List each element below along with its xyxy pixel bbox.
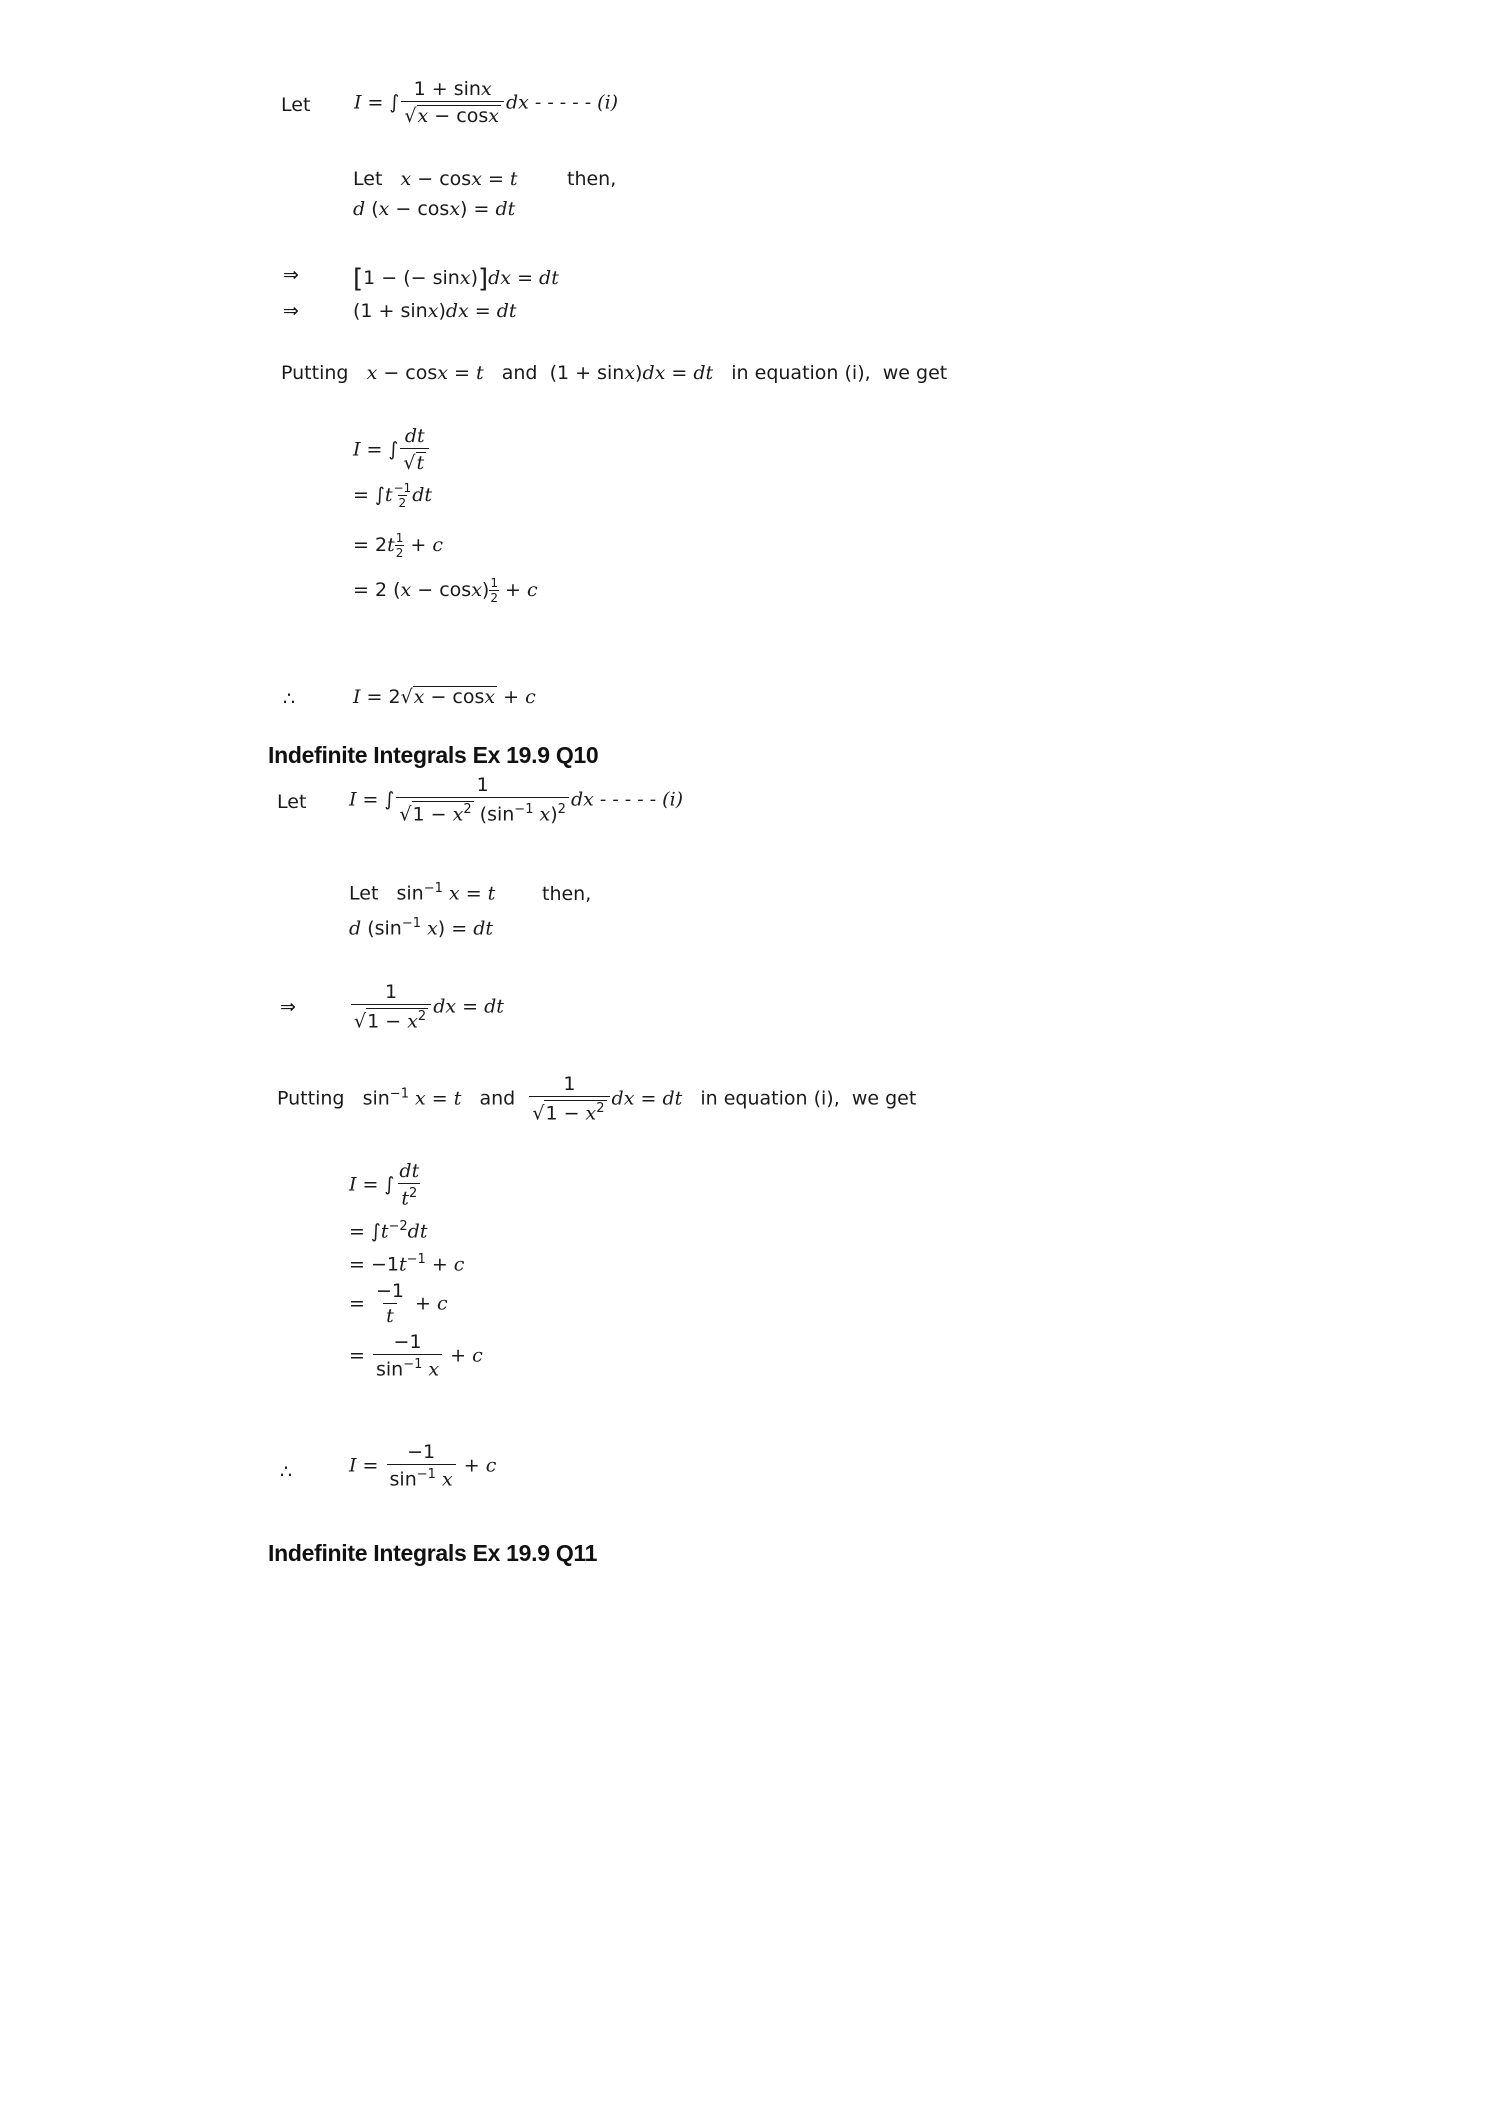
q10-final-answer: I = $\frac{-1}{\sin^{-1} x}$ + c [349, 1441, 497, 1491]
q10-then: then, [542, 883, 592, 905]
q9-therefore: ∴ [283, 688, 296, 710]
q10-step-derivative: $\frac{1}{√1 - x^2}$ dx = dt [349, 983, 504, 1031]
q9-then: then, [567, 168, 617, 190]
q10-solution-line-5: = $\frac{-1}{\sin^{-1} x}$ + c [349, 1331, 483, 1381]
q10-eq-i-tail: dx - - - - - (i) [570, 788, 684, 811]
q9-implies-2: ⇒ [283, 300, 299, 322]
q10-putting-line: Putting $\sin^{-1} x = t$ and $\frac{1}{√1 - x^2}$ dx = dt in equation (i), we get [277, 1073, 917, 1125]
q10-heading: Indefinite Integrals Ex 19.9 Q10 [268, 742, 599, 768]
q10-solution-line-3: = $-1t^{-1} + c$ [349, 1252, 465, 1276]
q9-implies-1: ⇒ [283, 264, 299, 286]
q9-eq-i-tail: dx - - - - - (i) [505, 91, 619, 114]
q9-putting-line: Putting x − cosx = t and (1 + sinx)dx = dt in equation (i), we get [281, 362, 948, 384]
q10-substitution: Let $\sin^{-1} x = t$ [349, 881, 496, 905]
q10-differential: d ($\sin^{-1}$ x) = dt [349, 916, 494, 940]
q10-therefore: ∴ [280, 1461, 293, 1483]
q9-solution-line-1: I = ∫ $\frac{dt}{√t}$ [353, 427, 431, 473]
q9-step-simplified: (1 + sinx)dx = dt [353, 300, 517, 322]
q9-step-derivative: [1 − (− sinx)]dx = dt [353, 264, 559, 294]
q10-let-label: Let [277, 791, 307, 813]
q10-implies: ⇒ [280, 996, 296, 1018]
q9-solution-line-4: = 2 (x − cosx) $\frac{1}{2}$ + c [353, 576, 538, 605]
q11-heading: Indefinite Integrals Ex 19.9 Q11 [268, 1540, 598, 1566]
q9-differential: d (x − cosx) = dt [353, 198, 516, 220]
q9-final-answer: I = 2√x − cosx + c [353, 686, 536, 708]
q9-let-label: Let [281, 94, 311, 116]
q9-integral-definition: I = ∫ $\frac{1 + \sin x}{√x - \cos x}$ dx - - - - - (i) [354, 78, 619, 127]
q9-substitution: Let x − cosx = t [353, 168, 518, 190]
q9-solution-line-2: = ∫t $\frac{-1}{2}$ dt [353, 481, 433, 510]
q10-solution-line-1: I = ∫ $\frac{dt}{t^2}$ [349, 1160, 420, 1210]
q9-solution-line-3: = 2t $\frac{1}{2}$ + c [353, 531, 443, 560]
q10-solution-line-2: = $\int t^{-2}dt$ [349, 1219, 428, 1243]
q10-integral-definition: I = ∫ $\frac{1}{√1 - x^2 (\sin^{-1} x)^2}$ dx - - - - - (i) [349, 774, 684, 826]
q10-solution-line-4: = $\frac{-1}{t}$ + c [349, 1280, 448, 1327]
